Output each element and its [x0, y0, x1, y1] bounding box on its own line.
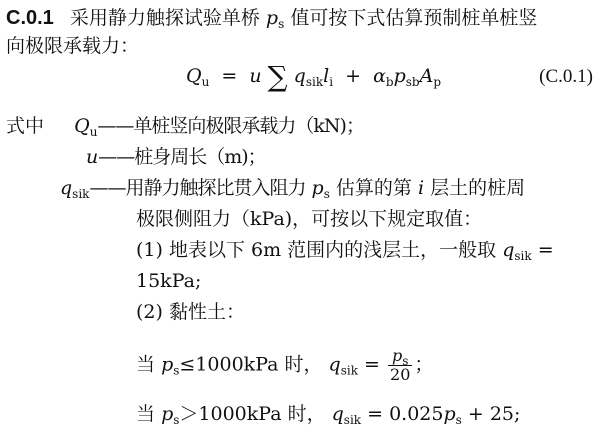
cond-2-text: ＞1000kPa 时， [179, 403, 326, 425]
item-1-line2: 15kPa; [136, 270, 202, 292]
qsik-symbol: q [60, 177, 73, 199]
formula-A-sub: p [433, 75, 442, 89]
cond-1-q-symbol: q [328, 353, 341, 376]
u-symbol: u [86, 146, 99, 168]
intro-text-a: 采用静力触探试验单桥 [69, 7, 260, 29]
item-2: (2) 黏性土： [136, 301, 245, 323]
equation-number: (C.0.1) [539, 66, 593, 87]
formula-q-sub: sik [305, 75, 324, 89]
intro-text-b: 值可按下式估算预制桩单桩竖 [290, 7, 538, 29]
qsik-i-symbol: i [417, 177, 425, 199]
formula-p: p [393, 65, 406, 87]
definition-qsik-line1 [60, 176, 525, 200]
item-1-text: (1) 地表以下 6m 范围内的浅层土，一般取 [136, 239, 497, 261]
formula-l: l [323, 65, 330, 87]
qu-symbol: Q [74, 115, 90, 137]
formula-A: A [419, 65, 434, 87]
formula-p-sub: sb [405, 75, 420, 89]
formula-alpha: α [373, 65, 386, 87]
qu-subscript: u [89, 125, 98, 139]
qsik-subscript: sik [72, 187, 90, 201]
cond-2-p-subscript: s [173, 413, 180, 427]
ps-subscript: s [278, 17, 285, 31]
fraction-denominator: 20 [390, 365, 411, 384]
u-description: ——桩身周长（m)； [98, 146, 266, 168]
formula-u: u [249, 65, 262, 87]
definitions-label: 式中 [6, 115, 45, 137]
fraction-numerator [388, 347, 412, 366]
cond-1-equals: = [364, 353, 380, 376]
ps-symbol: p [265, 7, 279, 29]
section-intro-line2: 向极限承载力： [6, 35, 140, 57]
qsik-text-b: 估算的第 [335, 177, 412, 199]
formula-lhs-sub: u [201, 75, 210, 89]
cond-2-p2-subscript: s [455, 413, 462, 427]
item-1-line1 [136, 238, 554, 262]
cond-1-p-symbol: p [161, 353, 174, 376]
section-intro-line1 [6, 6, 537, 30]
cond-2-when: 当 [136, 403, 156, 425]
formula-c01 [186, 60, 442, 93]
cond-1-p-subscript: s [173, 363, 180, 378]
definition-qsik-line2: 极限侧阻力（kPa)，可按以下规定取值： [136, 208, 483, 230]
item-1-q-subscript: sik [514, 249, 532, 263]
cond-2-q-subscript: sik [343, 413, 362, 427]
cond-2-end: + 25; [467, 403, 521, 425]
cond-2-equals: = 0.025 [367, 403, 444, 425]
formula-l-sub: i [329, 75, 334, 89]
qsik-text-c: 层土的桩周 [430, 177, 526, 199]
cond-1-fraction [388, 347, 412, 384]
cond-1-end: ； [414, 353, 434, 376]
numerator-sub: s [402, 354, 409, 368]
cond-1-when: 当 [136, 353, 156, 376]
condition-1 [136, 347, 433, 384]
formula-alpha-sub: b [385, 75, 394, 89]
formula-equals: = [221, 65, 238, 87]
condition-2 [136, 402, 520, 426]
formula-q: q [293, 65, 306, 87]
definition-qu [6, 114, 364, 138]
cond-2-q-symbol: q [331, 403, 344, 425]
qu-description: ——单桩竖向极限承载力（kN)； [97, 115, 364, 137]
formula-plus: + [345, 65, 362, 87]
section-number: C.0.1 [6, 7, 54, 29]
numerator-p: p [391, 346, 403, 365]
item-1-equals: = [537, 239, 554, 261]
item-1-q-symbol: q [502, 239, 515, 261]
cond-1-text: ≤1000kPa 时， [179, 353, 323, 376]
qsik-ps-symbol: p [311, 177, 324, 199]
cond-1-q-subscript: sik [340, 363, 358, 378]
qsik-text-a: ——用静力触探比贯入阻力 [89, 177, 306, 199]
sum-symbol: ∑ [267, 60, 288, 93]
cond-2-p2-symbol: p [443, 403, 456, 425]
definition-u [86, 145, 266, 169]
formula-lhs: Q [186, 65, 202, 87]
qsik-ps-subscript: s [323, 187, 330, 201]
cond-2-p-symbol: p [161, 403, 174, 425]
